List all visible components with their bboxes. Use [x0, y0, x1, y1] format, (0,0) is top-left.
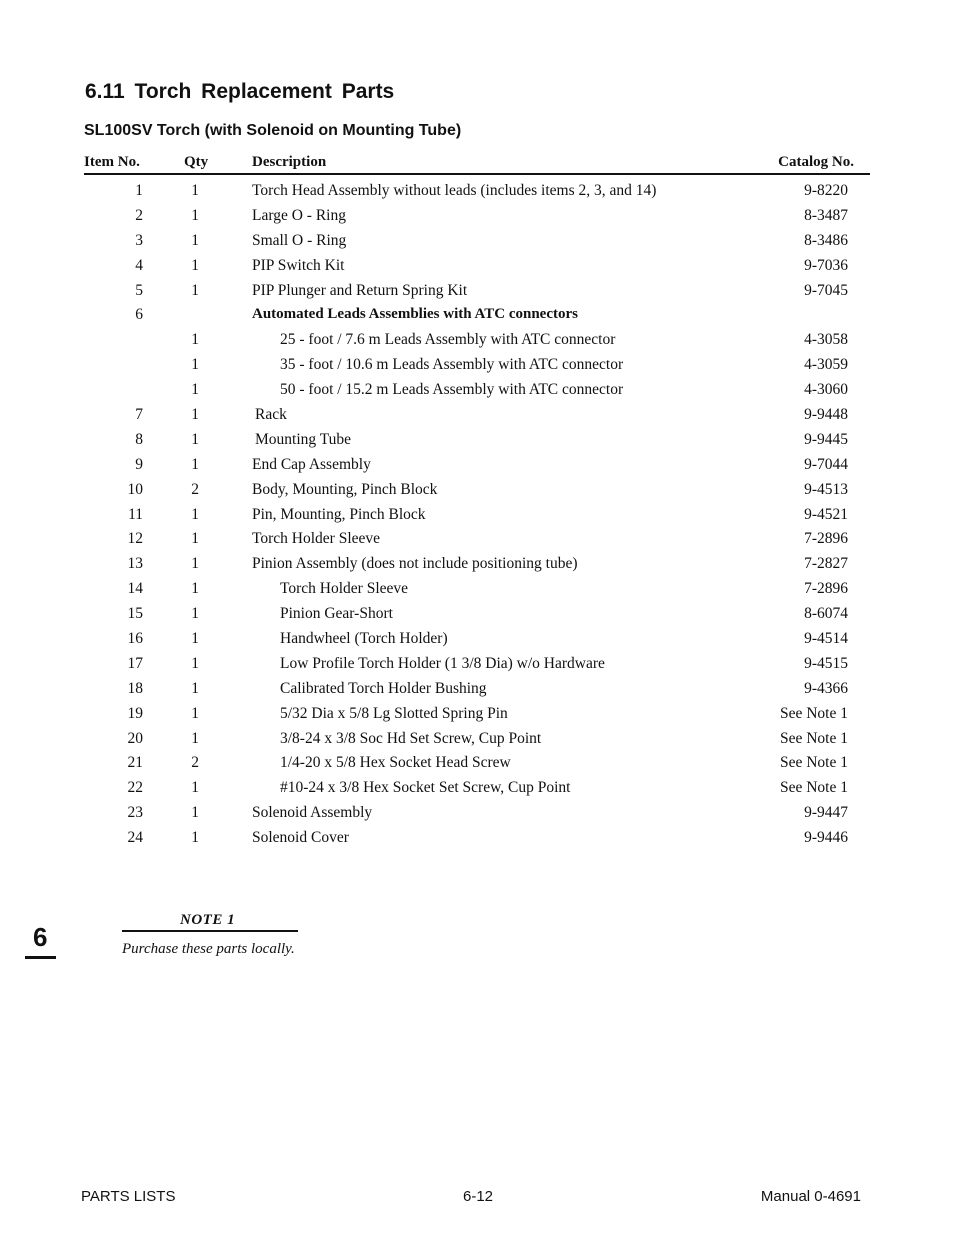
catalog-number-cell: 8-3486: [804, 231, 848, 249]
quantity-cell: 1: [191, 505, 199, 523]
quantity-cell: 1: [191, 704, 199, 722]
table-row: [84, 207, 870, 232]
quantity-cell: 1: [191, 605, 199, 623]
table-row: [84, 356, 870, 381]
item-number-cell: 5: [135, 281, 143, 299]
catalog-no-header: Catalog No.: [778, 154, 854, 170]
catalog-number-cell: 7-2896: [804, 530, 848, 548]
description-cell: PIP Switch Kit: [252, 256, 345, 274]
table-row: [84, 754, 870, 779]
table-row: [84, 506, 870, 531]
catalog-number-cell: 8-6074: [804, 605, 848, 623]
item-number-cell: 14: [127, 580, 143, 598]
item-number-cell: 23: [127, 804, 143, 822]
quantity-cell: 1: [191, 455, 199, 473]
catalog-number-cell: 9-7045: [804, 281, 848, 299]
description-cell: Pin, Mounting, Pinch Block: [252, 505, 426, 523]
quantity-cell: 1: [191, 231, 199, 249]
item-number-cell: 9: [135, 455, 143, 473]
description-cell: Pinion Assembly (does not include positioning tube): [252, 555, 578, 573]
catalog-number-cell: 9-4366: [804, 679, 848, 697]
catalog-number-cell: 8-3487: [804, 206, 848, 224]
table-row: [84, 481, 870, 506]
quantity-cell: 1: [191, 281, 199, 299]
item-number-cell: 8: [135, 430, 143, 448]
description-cell: Body, Mounting, Pinch Block: [252, 480, 438, 498]
section-title: 6.11 Torch Replacement Parts: [85, 80, 395, 103]
quantity-cell: 1: [191, 331, 199, 349]
table-row: [84, 804, 870, 829]
quantity-cell: 1: [191, 381, 199, 399]
table-row: [84, 282, 870, 307]
catalog-number-cell: 9-7036: [804, 256, 848, 274]
item-number-cell: 11: [128, 505, 143, 523]
description-cell: Small O - Ring: [252, 231, 347, 249]
item-number-cell: 15: [127, 605, 143, 623]
description-cell: Low Profile Torch Holder (1 3/8 Dia) w/o Hardware: [280, 654, 605, 672]
quantity-cell: 2: [191, 480, 199, 498]
quantity-cell: 1: [191, 630, 199, 648]
description-cell: Handwheel (Torch Holder): [280, 630, 448, 648]
catalog-number-cell: 9-4515: [804, 654, 848, 672]
catalog-number-cell: 9-9446: [804, 829, 848, 847]
catalog-number-cell: See Note 1: [779, 754, 848, 772]
description-cell: 1/4-20 x 5/8 Hex Socket Head Screw: [280, 754, 511, 772]
catalog-number-cell: 4-3060: [804, 381, 848, 399]
item-number-cell: 21: [127, 754, 143, 772]
table-row: [84, 580, 870, 605]
description-cell: Torch Holder Sleeve: [280, 580, 409, 598]
quantity-cell: 1: [191, 779, 199, 797]
description-cell: Solenoid Assembly: [252, 804, 373, 822]
item-number-cell: 16: [127, 630, 143, 648]
table-subtitle: SL100SV Torch (with Solenoid on Mounting Tube): [84, 122, 462, 139]
item-number-cell: 4: [135, 256, 143, 274]
table-row: [84, 232, 870, 257]
item-number-cell: 12: [127, 530, 143, 548]
item-number-cell: 17: [127, 654, 143, 672]
description-cell: 3/8-24 x 3/8 Soc Hd Set Screw, Cup Point: [280, 729, 542, 747]
footer-manual-number: Manual 0-4691: [760, 1188, 861, 1205]
table-row: [84, 555, 870, 580]
description-cell: PIP Plunger and Return Spring Kit: [252, 281, 468, 299]
footer-page-number: 6-12: [463, 1188, 494, 1205]
quantity-cell: 1: [191, 804, 199, 822]
note-text: Purchase these parts locally.: [122, 941, 295, 957]
footer-section-label: PARTS LISTS: [81, 1188, 176, 1205]
catalog-number-cell: 9-9445: [804, 430, 848, 448]
description-cell: 5/32 Dia x 5/8 Lg Slotted Spring Pin: [280, 704, 508, 722]
quantity-cell: 1: [191, 829, 199, 847]
qty-header: Qty: [184, 154, 209, 170]
description-cell: Large O - Ring: [252, 206, 346, 224]
catalog-number-cell: See Note 1: [779, 729, 848, 747]
description-cell: Solenoid Cover: [252, 829, 349, 847]
description-cell: Calibrated Torch Holder Bushing: [280, 679, 487, 697]
catalog-number-cell: See Note 1: [779, 704, 848, 722]
table-row: [84, 779, 870, 804]
item-number-cell: 22: [127, 779, 143, 797]
item-number-cell: 19: [127, 704, 143, 722]
catalog-number-cell: 7-2827: [804, 555, 848, 573]
description-header: Description: [252, 154, 327, 170]
catalog-number-cell: 7-2896: [804, 580, 848, 598]
description-cell: #10-24 x 3/8 Hex Socket Set Screw, Cup Point: [280, 779, 571, 797]
table-row: [84, 456, 870, 481]
quantity-cell: 1: [191, 430, 199, 448]
parts-table-body: [84, 182, 870, 854]
note-divider: [122, 930, 298, 932]
description-cell: End Cap Assembly: [252, 455, 371, 473]
quantity-cell: 1: [191, 654, 199, 672]
catalog-number-cell: 9-4513: [804, 480, 848, 498]
table-row: [84, 829, 870, 854]
table-row: [84, 530, 870, 555]
item-no-header: Item No.: [84, 154, 140, 170]
description-cell: 50 - foot / 15.2 m Leads Assembly with ATC connector: [280, 381, 624, 399]
catalog-number-cell: 9-4521: [804, 505, 848, 523]
description-cell: Rack: [255, 406, 287, 424]
catalog-number-cell: See Note 1: [779, 779, 848, 797]
item-number-cell: 18: [127, 679, 143, 697]
catalog-number-cell: 9-9448: [804, 406, 848, 424]
quantity-cell: 2: [191, 754, 199, 772]
quantity-cell: 1: [191, 206, 199, 224]
quantity-cell: 1: [191, 182, 199, 199]
table-row: [84, 630, 870, 655]
table-row: [84, 257, 870, 282]
table-row: [84, 655, 870, 680]
description-cell: Torch Head Assembly without leads (includes items 2, 3, and 14): [252, 182, 657, 199]
item-number-cell: 3: [135, 231, 143, 249]
table-row: [84, 705, 870, 730]
description-cell: Automated Leads Assemblies with ATC connectors: [252, 306, 578, 323]
table-row: [84, 182, 870, 207]
table-row: [84, 605, 870, 630]
item-number-cell: 13: [127, 555, 143, 573]
table-header: [84, 153, 870, 175]
catalog-number-cell: 4-3058: [804, 331, 848, 349]
quantity-cell: 1: [191, 679, 199, 697]
quantity-cell: 1: [191, 729, 199, 747]
item-number-cell: 6: [135, 306, 143, 324]
description-cell: 25 - foot / 7.6 m Leads Assembly with ATC connector: [280, 331, 616, 349]
quantity-cell: 1: [191, 580, 199, 598]
catalog-number-cell: 9-9447: [804, 804, 848, 822]
quantity-cell: 1: [191, 530, 199, 548]
description-cell: Pinion Gear-Short: [280, 605, 393, 623]
catalog-number-cell: 4-3059: [804, 356, 848, 374]
item-number-cell: 10: [127, 480, 143, 498]
chapter-number: 6: [33, 922, 48, 952]
quantity-cell: 1: [191, 356, 199, 374]
table-row: [84, 730, 870, 755]
quantity-cell: 1: [191, 555, 199, 573]
table-row: [84, 431, 870, 456]
item-number-cell: 7: [135, 406, 143, 424]
quantity-cell: 1: [191, 406, 199, 424]
catalog-number-cell: 9-4514: [804, 630, 848, 648]
quantity-cell: 1: [191, 256, 199, 274]
catalog-number-cell: 9-8220: [804, 182, 848, 199]
table-row: [84, 331, 870, 356]
note-title: NOTE 1: [180, 912, 236, 928]
table-row: [84, 306, 870, 331]
item-number-cell: 20: [127, 729, 143, 747]
description-cell: Mounting Tube: [255, 430, 352, 448]
description-cell: Torch Holder Sleeve: [252, 530, 381, 548]
item-number-cell: 2: [135, 206, 143, 224]
item-number-cell: 24: [127, 829, 143, 847]
table-row: [84, 680, 870, 705]
item-number-cell: 1: [135, 182, 143, 199]
table-row: [84, 406, 870, 431]
chapter-underline: [25, 956, 56, 959]
catalog-number-cell: 9-7044: [804, 455, 848, 473]
table-row: [84, 381, 870, 406]
description-cell: 35 - foot / 10.6 m Leads Assembly with ATC connector: [280, 356, 624, 374]
